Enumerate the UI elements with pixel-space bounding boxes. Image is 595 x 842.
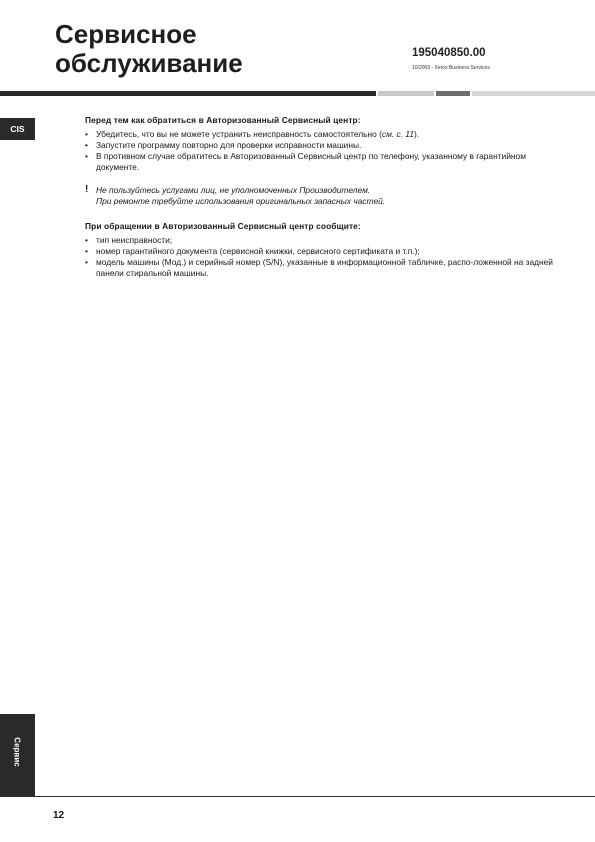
header-bar-light bbox=[378, 91, 434, 96]
warning-line2: При ремонте требуйте использования оригинальных запасных частей. bbox=[96, 196, 386, 206]
list-item: • В противном случае обратитесь в Авторизованный Сервисный центр по телефону, указанному в гарантийном документе. bbox=[85, 151, 555, 173]
section-side-tab bbox=[0, 714, 35, 796]
section1-heading: Перед тем как обратиться в Авторизованный Сервисный центр: bbox=[85, 115, 361, 125]
page-reference: см. с. 11 bbox=[381, 129, 414, 139]
list-item: • модель машины (Мод.) и серийный номер (S/N), указанные в информационной табличке, распо-ложенной на задней панели стиральной машины. bbox=[85, 257, 555, 279]
section-when-contacting bbox=[85, 221, 555, 279]
header-bar-dark bbox=[0, 91, 376, 96]
list-item: • Запустите программу повторно для проверки исправности машины. bbox=[85, 140, 555, 151]
section1-list bbox=[85, 129, 555, 173]
page-title-line2: обслуживание bbox=[55, 48, 243, 78]
main-content bbox=[85, 115, 555, 279]
list-item: • тип неисправности; bbox=[85, 235, 555, 246]
document-number: 195040850.00 bbox=[412, 47, 486, 59]
section2-heading: При обращении в Авторизованный Сервисный центр сообщите: bbox=[85, 221, 361, 231]
list-item-text: Убедитесь, что вы не можете устранить неисправность самостоятельно ( bbox=[96, 129, 382, 139]
document-meta: 10/2003 - Xerox Business Services bbox=[412, 65, 490, 71]
region-tab-cis: CIS bbox=[0, 118, 35, 140]
list-item bbox=[85, 129, 555, 140]
list-item-text-end: ). bbox=[414, 129, 420, 139]
footer-divider bbox=[0, 796, 595, 797]
list-item: • номер гарантийного документа (сервисной книжки, сервисного сертификата и т.п.); bbox=[85, 246, 555, 257]
header-bar-mid bbox=[436, 91, 470, 96]
section-before-contact bbox=[85, 115, 555, 173]
page-number: 12 bbox=[53, 810, 65, 821]
exclamation-icon: ! bbox=[85, 184, 89, 195]
header-bar-light-end bbox=[472, 91, 595, 96]
warning-line1: Не пользуйтесь услугами лиц, не уполномоченных Производителем. bbox=[96, 185, 371, 195]
side-tab-label: Сервис bbox=[12, 737, 22, 767]
page-title bbox=[55, 20, 243, 78]
warning-note bbox=[85, 185, 555, 207]
page-title-line1: Сервисное bbox=[55, 19, 197, 49]
section2-list bbox=[85, 235, 555, 279]
